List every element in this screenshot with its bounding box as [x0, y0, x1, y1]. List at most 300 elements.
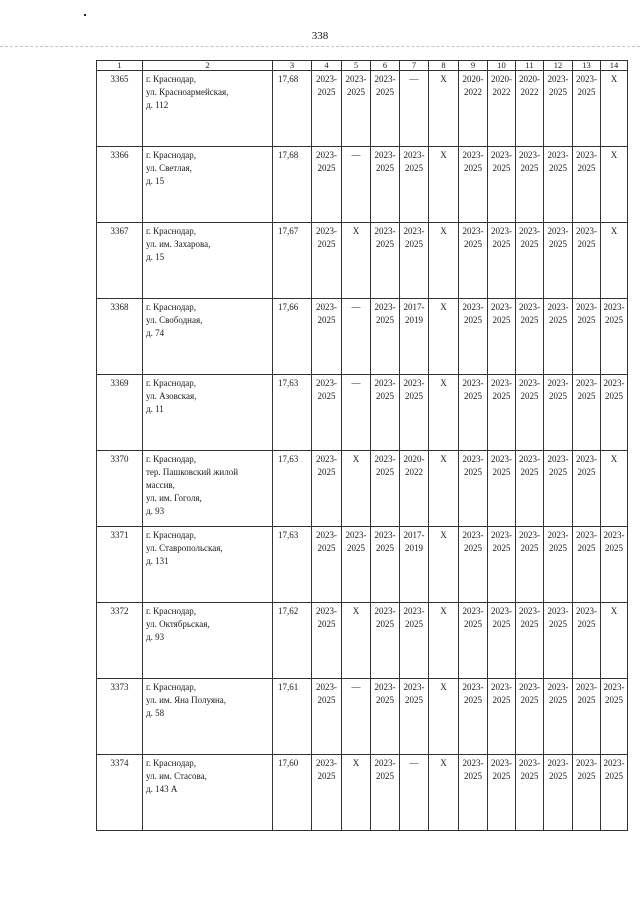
table-row	[97, 679, 628, 755]
period-text: Х	[440, 302, 447, 312]
address-line: г. Краснодар,	[146, 150, 197, 160]
period-cell	[516, 71, 544, 147]
address-line: г. Краснодар,	[146, 606, 197, 616]
period-text: 2022	[464, 87, 482, 97]
period-text: 2025	[520, 163, 539, 173]
period-text: 2023-	[576, 150, 597, 160]
period-text: 2025	[520, 467, 539, 477]
period-cell	[342, 71, 371, 147]
period-text: 2023-	[491, 150, 512, 160]
period-text: 2025	[549, 543, 567, 553]
address-cell	[143, 679, 273, 755]
period-cell	[601, 71, 628, 147]
period-text: 2025	[549, 391, 567, 401]
period-text: 2025	[405, 163, 423, 173]
period-cell	[429, 755, 459, 831]
address-line: ул. Свободная,	[146, 315, 203, 325]
period-text: 2023-	[491, 378, 512, 388]
period-cell	[488, 299, 516, 375]
period-text: 2023-	[547, 454, 569, 464]
period-text: 2020-	[462, 74, 484, 84]
period-text: 2023-	[576, 74, 597, 84]
period-text: 2023-	[547, 302, 569, 312]
period-text: 2025	[376, 619, 394, 629]
column-header: 8	[429, 61, 459, 71]
table-row	[97, 147, 628, 223]
period-text: 2025	[464, 543, 482, 553]
period-text: 2025	[317, 771, 336, 781]
period-cell	[601, 299, 628, 375]
period-text: 2025	[464, 391, 482, 401]
period-cell	[312, 755, 342, 831]
period-cell	[342, 223, 371, 299]
period-text: 2025	[317, 87, 336, 97]
period-text: 2025	[577, 239, 596, 249]
period-cell	[312, 603, 342, 679]
period-text: 2023-	[547, 378, 569, 388]
period-cell	[601, 679, 628, 755]
period-text: 2025	[376, 543, 394, 553]
period-text: Х	[440, 606, 447, 616]
page-number: 338	[311, 30, 329, 42]
period-text: 2025	[376, 163, 394, 173]
column-header: 10	[488, 61, 516, 71]
period-text: 2025	[549, 695, 567, 705]
column-header: 4	[312, 61, 342, 71]
period-cell	[312, 679, 342, 755]
period-cell	[371, 527, 400, 603]
period-text: Х	[352, 226, 360, 236]
period-cell	[573, 603, 601, 679]
address-line: ул. Октябрьская,	[146, 619, 210, 629]
period-text: 2025	[492, 771, 511, 781]
period-text: —	[351, 682, 361, 692]
address-line: д. 58	[146, 708, 165, 718]
address-cell	[143, 603, 273, 679]
period-cell	[601, 223, 628, 299]
row-number-cell: 3365	[97, 71, 143, 147]
period-text: 2023-	[519, 682, 540, 692]
period-text: 2025	[549, 315, 567, 325]
address-line: г. Краснодар,	[146, 758, 197, 768]
period-text: —	[351, 378, 361, 388]
period-text: Х	[440, 74, 447, 84]
period-text: 2023-	[547, 74, 569, 84]
period-cell	[371, 375, 400, 451]
period-text: 2025	[492, 619, 511, 629]
period-cell	[342, 299, 371, 375]
period-text: 2025	[577, 695, 596, 705]
period-text: 2019	[405, 315, 423, 325]
row-number-cell: 3369	[97, 375, 143, 451]
period-text: 2023-	[519, 606, 540, 616]
period-text: Х	[610, 454, 618, 464]
period-cell	[459, 603, 488, 679]
period-text: 2023-	[462, 606, 484, 616]
address-line: д. 11	[146, 404, 164, 414]
period-cell	[429, 223, 459, 299]
period-cell	[573, 71, 601, 147]
period-cell	[400, 223, 429, 299]
address-cell	[143, 223, 273, 299]
table-row	[97, 451, 628, 527]
period-text: 2023-	[403, 606, 425, 616]
period-text: 2025	[520, 239, 539, 249]
period-text: 2023-	[374, 74, 396, 84]
area-cell: 17,66	[273, 299, 312, 375]
period-text: 2023-	[519, 226, 540, 236]
period-cell	[312, 527, 342, 603]
area-cell: 17,61	[273, 679, 312, 755]
address-line: д. 15	[146, 176, 165, 186]
period-text: 2020-	[491, 74, 512, 84]
area-cell: 17,68	[273, 147, 312, 223]
period-cell	[516, 527, 544, 603]
period-cell	[573, 451, 601, 527]
period-cell	[516, 147, 544, 223]
column-header: 2	[143, 61, 273, 71]
period-text: 2023-	[491, 226, 512, 236]
column-header: 3	[273, 61, 312, 71]
period-cell	[429, 603, 459, 679]
period-text: 2025	[492, 315, 511, 325]
period-text: 2023-	[547, 758, 569, 768]
period-text: 2025	[577, 619, 596, 629]
period-cell	[573, 375, 601, 451]
column-header: 5	[342, 61, 371, 71]
period-text: 2025	[317, 391, 336, 401]
row-number-cell: 3366	[97, 147, 143, 223]
period-text: 2025	[577, 467, 596, 477]
period-text: 2023-	[491, 606, 512, 616]
period-text: 2023-	[491, 302, 512, 312]
period-text: 2023-	[547, 226, 569, 236]
period-text: 2023-	[547, 682, 569, 692]
period-text: 2023-	[603, 302, 625, 312]
period-text: 2023-	[576, 378, 597, 388]
period-text: 2023-	[462, 454, 484, 464]
period-cell	[488, 71, 516, 147]
column-header: 13	[573, 61, 601, 71]
period-cell	[544, 679, 573, 755]
period-cell	[342, 375, 371, 451]
period-text: 2023-	[462, 150, 484, 160]
address-cell	[143, 71, 273, 147]
period-text: 2025	[520, 391, 539, 401]
header-row	[97, 61, 628, 71]
period-cell	[459, 451, 488, 527]
address-cell	[143, 451, 273, 527]
period-cell	[573, 679, 601, 755]
period-cell	[488, 375, 516, 451]
period-text: 2023-	[462, 530, 484, 540]
address-line: г. Краснодар,	[146, 378, 197, 388]
period-text: 2023-	[403, 378, 425, 388]
period-text: 2025	[577, 771, 596, 781]
address-line: г. Краснодар,	[146, 454, 197, 464]
period-cell	[516, 299, 544, 375]
address-line: ул. Азовская,	[146, 391, 197, 401]
period-text: 2020-	[519, 74, 540, 84]
period-text: 2025	[464, 771, 482, 781]
period-text: 2025	[492, 467, 511, 477]
address-line: г. Краснодар,	[146, 302, 197, 312]
period-text: 2025	[347, 87, 365, 97]
period-text: 2025	[464, 163, 482, 173]
period-text: 2023-	[316, 530, 337, 540]
table-row	[97, 755, 628, 831]
period-cell	[488, 755, 516, 831]
period-text: 2023-	[374, 682, 396, 692]
period-text: 2023-	[603, 378, 625, 388]
column-header: 1	[97, 61, 143, 71]
period-text: 2023-	[374, 758, 396, 768]
period-cell	[400, 299, 429, 375]
period-text: 2023-	[374, 606, 396, 616]
period-text: 2023-	[316, 682, 337, 692]
period-text: —	[409, 758, 419, 768]
period-text: 2025	[577, 391, 596, 401]
period-cell	[429, 375, 459, 451]
period-cell	[459, 679, 488, 755]
period-text: 2025	[492, 695, 511, 705]
period-text: 2023-	[316, 378, 337, 388]
area-cell: 17,63	[273, 527, 312, 603]
period-text: 2023-	[491, 758, 512, 768]
period-cell	[312, 147, 342, 223]
period-text: 2022	[405, 467, 423, 477]
period-text: 2023-	[576, 682, 597, 692]
period-cell	[544, 375, 573, 451]
address-line: д. 74	[146, 328, 165, 338]
address-cell	[143, 755, 273, 831]
period-text: 2023-	[316, 454, 337, 464]
period-text: 2025	[405, 391, 423, 401]
table-row	[97, 223, 628, 299]
address-line: д. 93	[146, 632, 165, 642]
period-cell	[544, 603, 573, 679]
period-cell	[573, 527, 601, 603]
period-text: 2025	[577, 315, 596, 325]
table-row	[97, 603, 628, 679]
address-line: д. 15	[146, 252, 165, 262]
period-text: 2023-	[462, 758, 484, 768]
address-line: ул. Светлая,	[146, 163, 192, 173]
period-text: 2023-	[462, 302, 484, 312]
period-cell	[342, 147, 371, 223]
page-fold-line	[0, 46, 640, 47]
period-text: 2025	[376, 771, 394, 781]
period-cell	[429, 147, 459, 223]
period-text: 2023-	[316, 74, 337, 84]
period-cell	[371, 755, 400, 831]
period-text: 2025	[376, 239, 394, 249]
period-cell	[459, 299, 488, 375]
period-text: —	[409, 74, 419, 84]
table-row	[97, 375, 628, 451]
period-cell	[459, 755, 488, 831]
period-cell	[516, 375, 544, 451]
period-cell	[312, 299, 342, 375]
period-text: 2025	[520, 315, 539, 325]
period-text: 2025	[405, 695, 423, 705]
table-row	[97, 299, 628, 375]
period-cell	[312, 375, 342, 451]
period-text: Х	[440, 682, 447, 692]
period-cell	[516, 755, 544, 831]
period-text: 2025	[317, 163, 336, 173]
address-line: ул. им. Стасова,	[146, 771, 207, 781]
period-cell	[488, 679, 516, 755]
period-text: 2023-	[374, 226, 396, 236]
period-cell	[601, 451, 628, 527]
period-text: 2023-	[491, 530, 512, 540]
period-text: 2023-	[374, 530, 396, 540]
period-text: 2025	[492, 543, 511, 553]
period-text: 2023-	[462, 682, 484, 692]
period-cell	[400, 679, 429, 755]
period-text: 2025	[605, 391, 623, 401]
period-cell	[429, 71, 459, 147]
row-number-cell: 3374	[97, 755, 143, 831]
period-text: 2025	[317, 543, 336, 553]
period-cell	[488, 451, 516, 527]
table-row	[97, 527, 628, 603]
period-cell	[371, 451, 400, 527]
period-text: —	[351, 150, 361, 160]
period-cell	[459, 527, 488, 603]
period-text: 2023-	[316, 226, 337, 236]
period-text: 2025	[464, 467, 482, 477]
period-cell	[544, 299, 573, 375]
period-cell	[601, 755, 628, 831]
period-text: 2023-	[576, 302, 597, 312]
period-cell	[312, 71, 342, 147]
period-cell	[342, 679, 371, 755]
period-cell	[371, 603, 400, 679]
period-text: 2025	[520, 771, 539, 781]
column-header: 9	[459, 61, 488, 71]
period-text: 2023-	[547, 150, 569, 160]
area-cell: 17,63	[273, 451, 312, 527]
period-cell	[429, 451, 459, 527]
area-cell: 17,68	[273, 71, 312, 147]
period-cell	[544, 755, 573, 831]
period-text: Х	[610, 74, 618, 84]
period-cell	[488, 147, 516, 223]
period-cell	[601, 375, 628, 451]
period-text: 2025	[605, 695, 623, 705]
period-cell	[544, 527, 573, 603]
period-cell	[516, 451, 544, 527]
period-text: Х	[440, 758, 447, 768]
address-cell	[143, 375, 273, 451]
period-text: 2023-	[345, 530, 367, 540]
period-text: 2023-	[462, 226, 484, 236]
period-text: 2023-	[316, 302, 337, 312]
period-text: Х	[440, 530, 447, 540]
period-text: 2025	[317, 467, 336, 477]
period-cell	[459, 71, 488, 147]
period-text: Х	[610, 150, 618, 160]
period-text: 2025	[520, 619, 539, 629]
area-cell: 17,67	[273, 223, 312, 299]
period-text: 2023-	[462, 378, 484, 388]
period-text: 2023-	[576, 454, 597, 464]
address-line: ул. им. Захарова,	[146, 239, 211, 249]
period-text: 2017-	[403, 302, 425, 312]
period-cell	[400, 71, 429, 147]
address-line: д. 93	[146, 506, 165, 516]
period-text: 2023-	[576, 758, 597, 768]
period-cell	[459, 375, 488, 451]
period-text: 2025	[549, 87, 567, 97]
period-cell	[459, 223, 488, 299]
column-header: 11	[516, 61, 544, 71]
address-line: ул. им. Яна Полуяна,	[146, 695, 227, 705]
period-cell	[400, 755, 429, 831]
row-number-cell: 3370	[97, 451, 143, 527]
table-row	[97, 71, 628, 147]
period-text: 2023-	[374, 378, 396, 388]
period-text: 2017-	[403, 530, 425, 540]
area-cell: 17,60	[273, 755, 312, 831]
period-cell	[371, 223, 400, 299]
period-cell	[429, 527, 459, 603]
row-number-cell: 3372	[97, 603, 143, 679]
period-cell	[400, 603, 429, 679]
period-text: 2023-	[403, 150, 425, 160]
address-line: д. 112	[146, 100, 169, 110]
period-text: 2023-	[374, 454, 396, 464]
period-cell	[488, 603, 516, 679]
period-text: 2025	[376, 695, 394, 705]
period-text: 2023-	[576, 606, 597, 616]
period-text: 2023-	[403, 226, 425, 236]
period-cell	[342, 603, 371, 679]
address-line: г. Краснодар,	[146, 226, 197, 236]
period-text: Х	[352, 758, 360, 768]
column-header: 12	[544, 61, 573, 71]
period-text: Х	[440, 150, 447, 160]
period-text: 2022	[520, 87, 539, 97]
period-text: 2019	[405, 543, 423, 553]
period-text: 2025	[549, 771, 567, 781]
period-text: 2025	[317, 239, 336, 249]
address-line: г. Краснодар,	[146, 74, 197, 84]
row-number-cell: 3368	[97, 299, 143, 375]
scan-speck	[84, 14, 86, 16]
period-text: 2025	[317, 695, 336, 705]
period-cell	[371, 147, 400, 223]
period-cell	[573, 299, 601, 375]
period-cell	[400, 527, 429, 603]
area-cell: 17,63	[273, 375, 312, 451]
period-text: 2025	[464, 695, 482, 705]
period-cell	[544, 223, 573, 299]
address-line: массив,	[146, 480, 175, 490]
address-line: ул. Ставропольская,	[146, 543, 223, 553]
period-text: 2023-	[491, 454, 512, 464]
period-cell	[573, 223, 601, 299]
period-text: Х	[610, 606, 618, 616]
period-text: 2025	[577, 543, 596, 553]
period-text: 2025	[376, 467, 394, 477]
address-line: тер. Пашковский жилой	[146, 467, 239, 477]
period-cell	[342, 527, 371, 603]
address-cell	[143, 299, 273, 375]
period-text: 2023-	[603, 758, 625, 768]
